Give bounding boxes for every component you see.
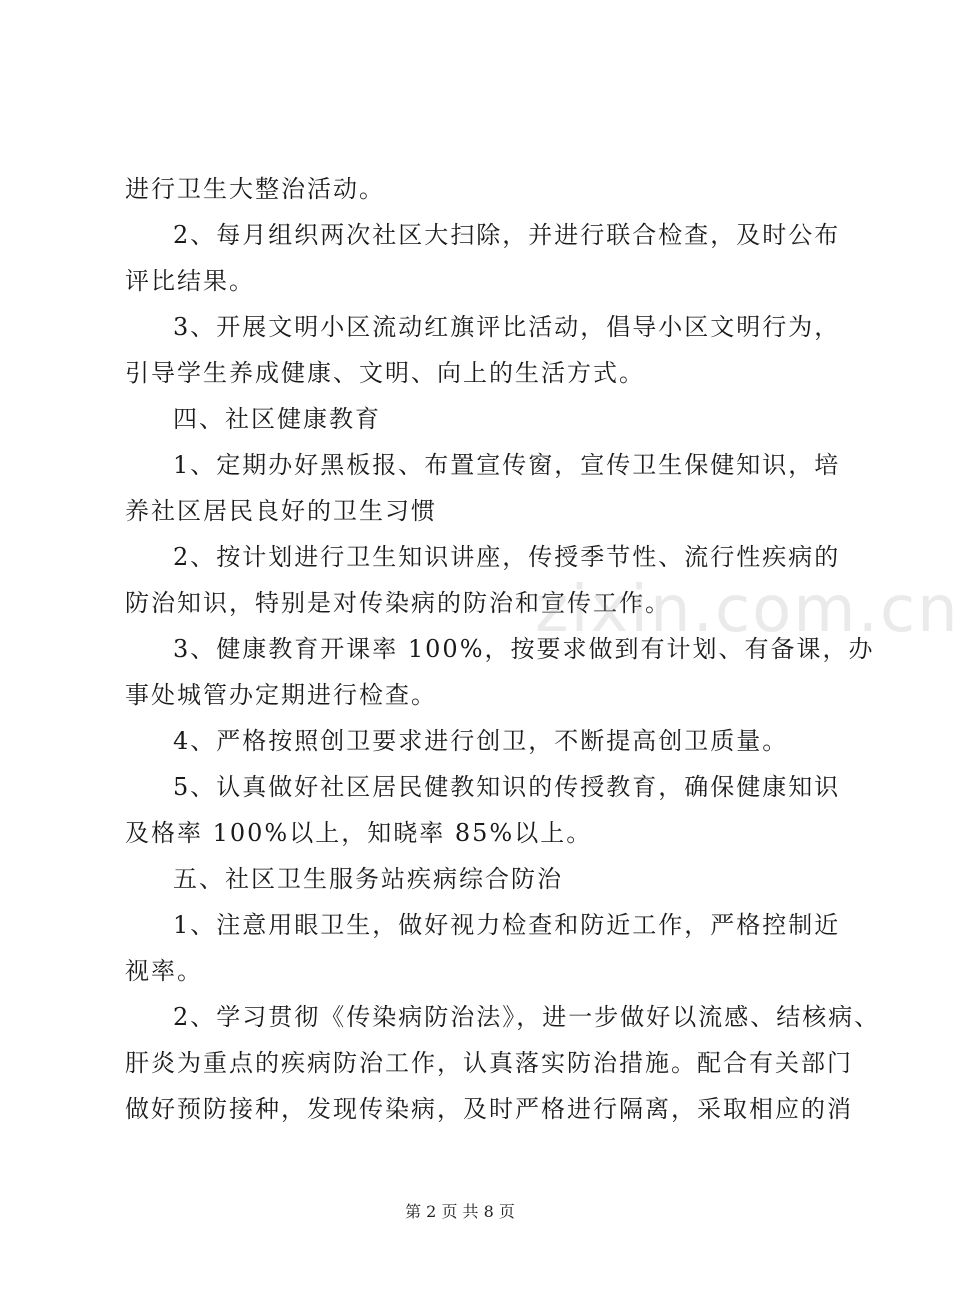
text-line-15: 及格率 100%以上，知晓率 85%以上。 bbox=[125, 819, 593, 847]
watermark: zixin.com.cn bbox=[535, 573, 960, 647]
text-line-1: 进行卫生大整治活动。 bbox=[125, 175, 385, 203]
text-line-18: 视率。 bbox=[125, 957, 203, 985]
text-line-8: 养社区居民良好的卫生习惯 bbox=[125, 497, 437, 525]
text-line-11: 3、健康教育开课率 100%，按要求做到有计划、有备课，办 bbox=[173, 635, 875, 663]
text-line-21: 做好预防接种，发现传染病，及时严格进行隔离，采取相应的消 bbox=[125, 1095, 853, 1123]
text-line-19: 2、学习贯彻《传染病防治法》，进一步做好以流感、结核病、 bbox=[173, 1003, 881, 1031]
text-line-17: 1、注意用眼卫生，做好视力检查和防近工作，严格控制近 bbox=[173, 911, 841, 939]
text-line-9: 2、按计划进行卫生知识讲座，传授季节性、流行性疾病的 bbox=[173, 543, 841, 571]
text-line-3: 评比结果。 bbox=[125, 267, 255, 295]
text-line-12: 事处城管办定期进行检查。 bbox=[125, 681, 437, 709]
section-heading-5: 五、社区卫生服务站疾病综合防治 bbox=[173, 865, 563, 893]
text-line-13: 4、严格按照创卫要求进行创卫，不断提高创卫质量。 bbox=[173, 727, 789, 755]
document-body bbox=[125, 166, 881, 1132]
text-line-5: 引导学生养成健康、文明、向上的生活方式。 bbox=[125, 359, 645, 387]
text-line-10: 防治知识，特别是对传染病的防治和宣传工作。 bbox=[125, 589, 671, 617]
text-line-7: 1、定期办好黑板报、布置宣传窗，宣传卫生保健知识，培 bbox=[173, 451, 841, 479]
section-heading-4: 四、社区健康教育 bbox=[173, 405, 381, 433]
text-line-14: 5、认真做好社区居民健教知识的传授教育，确保健康知识 bbox=[173, 773, 841, 801]
text-line-2: 2、每月组织两次社区大扫除，并进行联合检查，及时公布 bbox=[173, 221, 841, 249]
page-number-footer: 第 2 页 共 8 页 bbox=[405, 1202, 515, 1221]
text-line-20: 肝炎为重点的疾病防治工作，认真落实防治措施。配合有关部门 bbox=[125, 1049, 853, 1077]
text-line-4: 3、开展文明小区流动红旗评比活动，倡导小区文明行为， bbox=[173, 313, 841, 341]
